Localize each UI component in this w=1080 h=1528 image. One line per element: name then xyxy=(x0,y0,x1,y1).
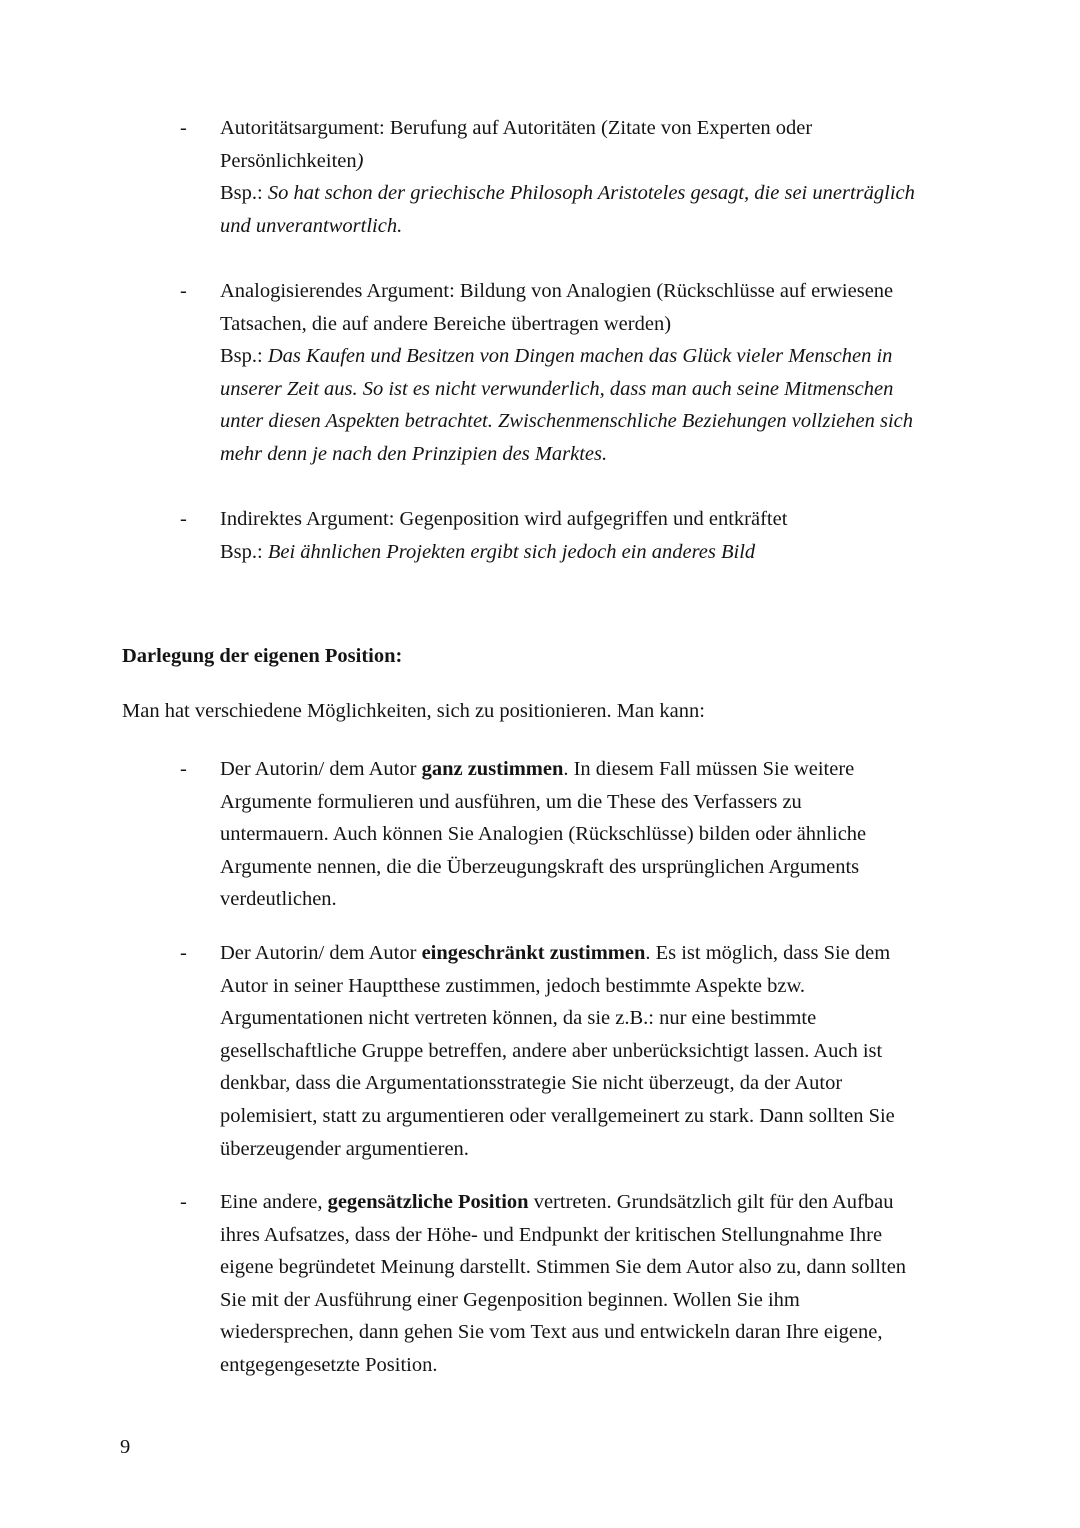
list-item-limited-agreement xyxy=(180,937,980,1165)
example-text: und unverantwortlich. xyxy=(220,214,403,237)
text-span: Der Autorin/ dem Autor xyxy=(220,942,422,964)
text-line: eigene begründetet Meinung darstellt. Stimmen Sie dem Autor also zu, dann sollten xyxy=(220,1256,907,1279)
text-line: ihres Aufsatzes, dass der Höhe- und Endpunkt der kritischen Stellungnahme Ihre xyxy=(220,1223,883,1246)
text-line: denkbar, dass die Argumentationsstrategie Sie nicht überzeugt, da der Autor xyxy=(220,1072,843,1095)
bullet-dash: - xyxy=(180,508,187,530)
list-item-authority-argument xyxy=(180,112,980,242)
page-number: 9 xyxy=(120,1436,131,1458)
text-line: entgegengesetzte Position. xyxy=(220,1353,438,1376)
list-item-analogy-argument xyxy=(180,275,980,471)
example-line xyxy=(220,340,980,373)
text-line: Argumentationen nicht vertreten können, da sie z.B.: nur eine bestimmte xyxy=(220,1007,817,1030)
text-line xyxy=(220,1186,980,1219)
text-line: Tatsachen, die auf andere Bereiche übertragen werden) xyxy=(220,312,672,335)
example-text: Das Kaufen und Besitzen von Dingen machen das Glück vieler Menschen in xyxy=(267,345,893,368)
text-span: vertreten. Grundsätzlich gilt für den Aufbau xyxy=(528,1191,894,1213)
text-line: gesellschaftliche Gruppe betreffen, andere aber unberücksichtigt lassen. Auch ist xyxy=(220,1039,883,1062)
text-span: Persönlichkeiten xyxy=(220,149,357,172)
text-span: . In diesem Fall müssen Sie weitere xyxy=(563,758,855,780)
bullet-dash: - xyxy=(180,1191,187,1213)
bold-term: gegensätzliche Position xyxy=(327,1191,529,1213)
bullet-dash: - xyxy=(180,758,187,780)
intro-paragraph: Man hat verschiedene Möglichkeiten, sich zu positionieren. Man kann: xyxy=(122,700,705,722)
example-text: So hat schon der griechische Philosoph Aristoteles gesagt, die sei unerträglich xyxy=(267,182,915,205)
example-line xyxy=(220,536,980,569)
bold-term: eingeschränkt zustimmen xyxy=(421,942,646,964)
text-span: . Es ist möglich, dass Sie dem xyxy=(645,942,891,964)
list-item-full-agreement xyxy=(180,753,980,916)
text-line: Analogisierendes Argument: Bildung von Analogien (Rückschlüsse auf erwiesene xyxy=(220,280,894,302)
text-span: ) xyxy=(356,149,364,172)
text-line: wiedersprechen, dann gehen Sie vom Text aus und entwickeln daran Ihre eigene, xyxy=(220,1321,883,1344)
example-text: unter diesen Aspekten betrachtet. Zwischenmenschliche Beziehungen vollziehen sich xyxy=(220,410,914,433)
text-line: Autoritätsargument: Berufung auf Autoritäten (Zitate von Experten oder xyxy=(220,117,813,139)
bullet-dash: - xyxy=(180,117,187,139)
text-line: Autor in seiner Hauptthese zustimmen, jedoch bestimmte Aspekte bzw. xyxy=(220,974,806,997)
text-line: überzeugender argumentieren. xyxy=(220,1137,469,1160)
text-line xyxy=(220,145,980,178)
text-line: Argumente nennen, die die Überzeugungskraft des ursprünglichen Arguments xyxy=(220,855,860,878)
example-line xyxy=(220,177,980,210)
text-span: Eine andere, xyxy=(220,1191,328,1213)
example-text: mehr denn je nach den Prinzipien des Marktes. xyxy=(220,442,608,465)
bullet-dash: - xyxy=(180,280,187,302)
example-prefix: Bsp.: xyxy=(220,540,268,563)
text-line: Sie mit der Ausführung einer Gegenposition beginnen. Wollen Sie ihm xyxy=(220,1288,800,1311)
list-item-indirect-argument xyxy=(180,503,980,568)
text-line: verdeutlichen. xyxy=(220,888,337,911)
bullet-dash: - xyxy=(180,942,187,964)
text-line: untermauern. Auch können Sie Analogien (Rückschlüsse) bilden oder ähnliche xyxy=(220,823,867,846)
text-span: Der Autorin/ dem Autor xyxy=(220,758,422,780)
example-text: Bei ähnlichen Projekten ergibt sich jedoch ein anderes Bild xyxy=(267,540,756,563)
section-heading: Darlegung der eigenen Position: xyxy=(122,645,403,667)
text-line: polemisiert, statt zu argumentieren oder verallgemeinert zu stark. Dann sollten Sie xyxy=(220,1104,895,1127)
list-item-opposing-position xyxy=(180,1186,980,1382)
bold-term: ganz zustimmen xyxy=(421,758,564,780)
example-prefix: Bsp.: xyxy=(220,182,268,205)
example-text: unserer Zeit aus. So ist es nicht verwunderlich, dass man auch seine Mitmenschen xyxy=(220,377,894,400)
text-line: Indirektes Argument: Gegenposition wird aufgegriffen und entkräftet xyxy=(220,508,788,530)
text-line xyxy=(220,937,980,970)
text-line xyxy=(220,753,980,786)
example-prefix: Bsp.: xyxy=(220,345,268,368)
text-line: Argumente formulieren und ausführen, um die These des Verfassers zu xyxy=(220,790,802,813)
